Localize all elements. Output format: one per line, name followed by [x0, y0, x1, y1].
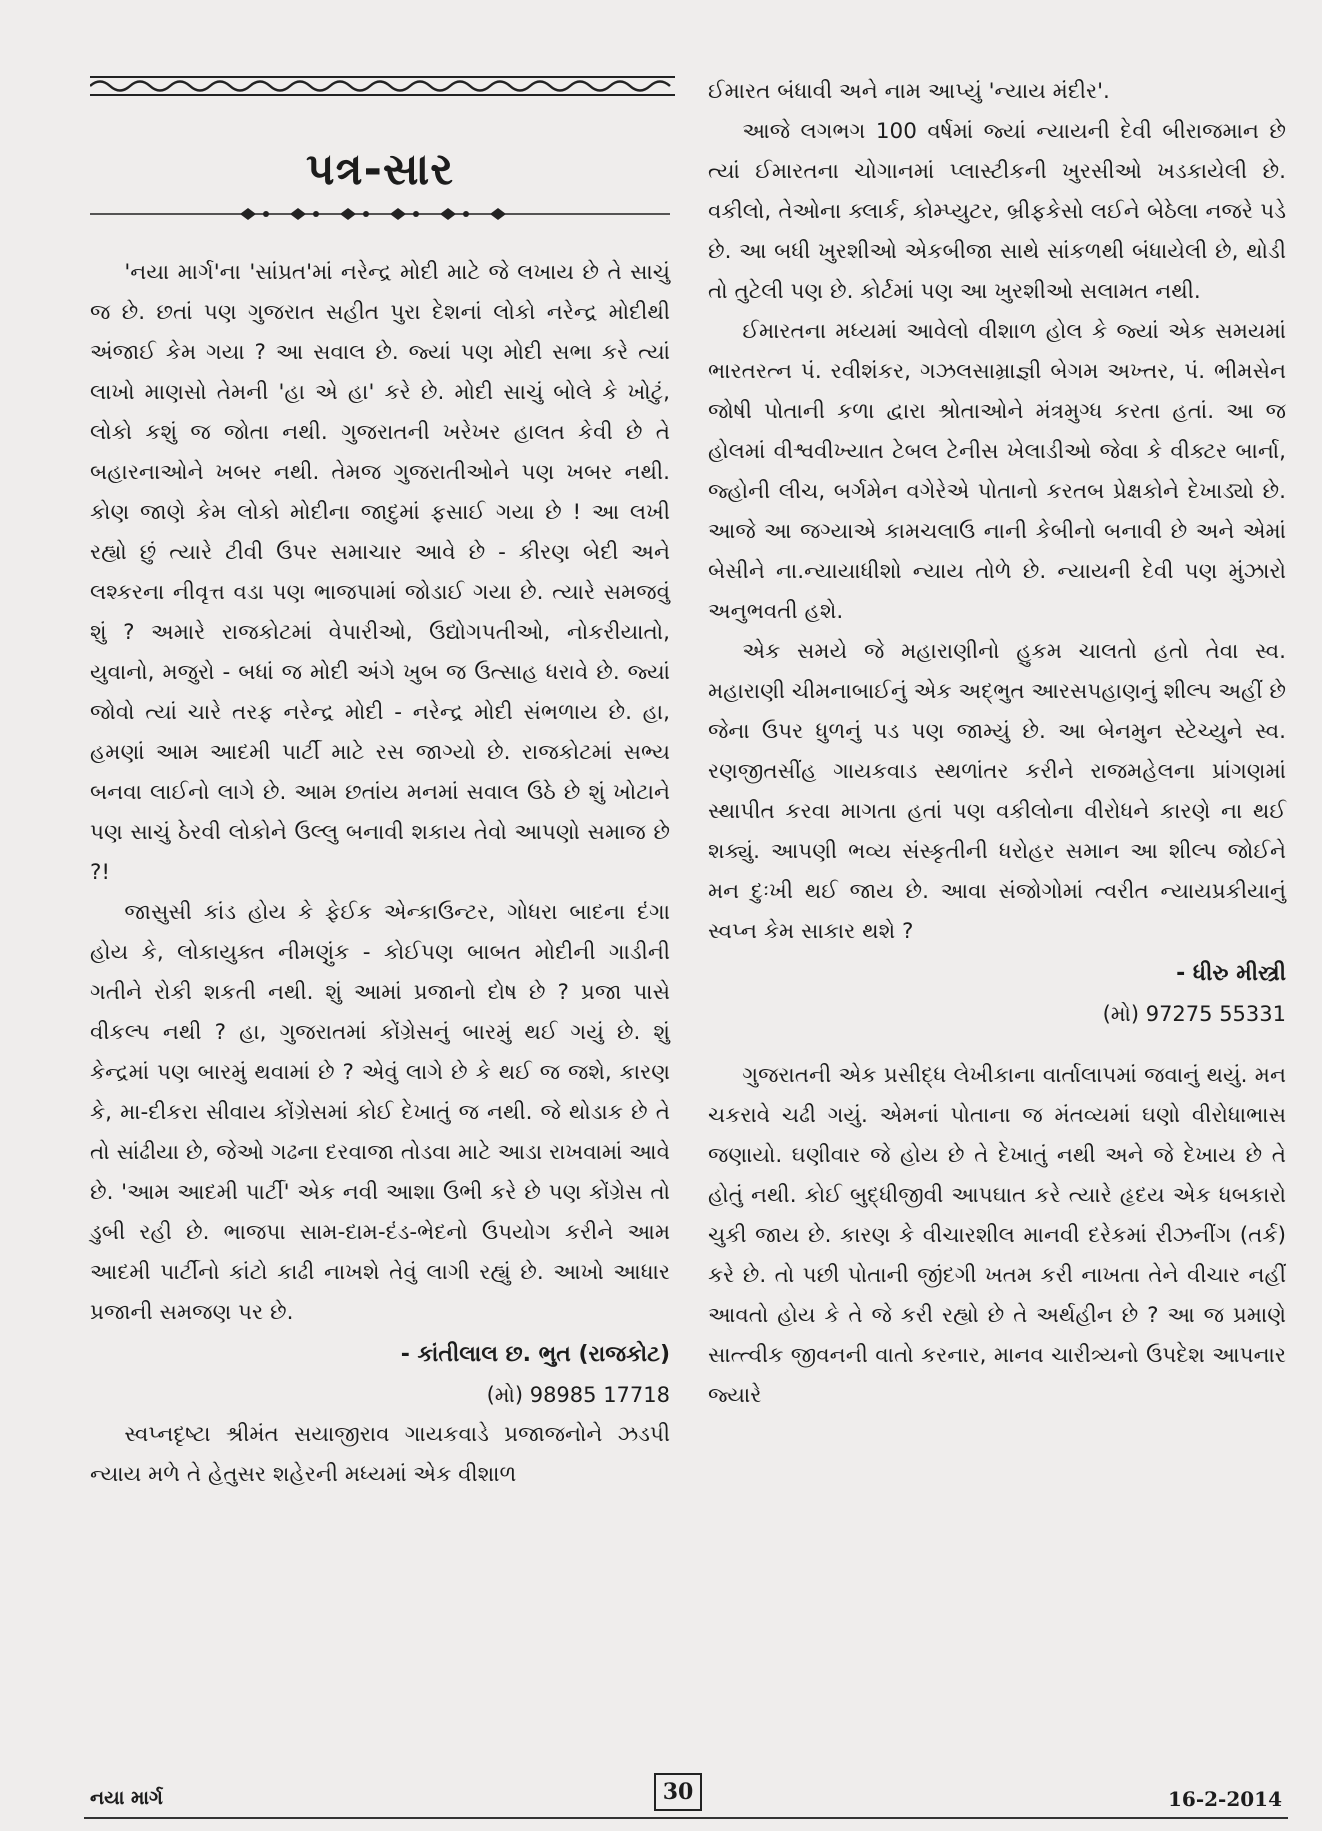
wave-border-icon: [90, 72, 675, 100]
page-number: 30: [654, 1773, 702, 1811]
spacer: [708, 1034, 1286, 1056]
letter-2-paragraph-start: સ્વપ્નદૃષ્ટા શ્રીમંત સયાજીરાવ ગાયકવાડે પ્રજાજનોને ઝડપી ન્યાય મળે તે હેતુસર શહેરની મધ્યમાં એક વીશાળ: [90, 1422, 670, 1487]
footer-publication: નયા માર્ગ: [90, 1787, 163, 1809]
right-column: [708, 72, 1286, 1416]
left-column: [90, 72, 670, 1495]
letter-2-lead-line: ઈમારત બંધાવી અને નામ આપ્યું 'ન્યાય મંદીર'.: [708, 79, 1110, 104]
letter-2-phone: (મો) 97275 55331: [1102, 1002, 1286, 1026]
letter-2-paragraph-3: એક સમયે જે મહારાણીનો હુકમ ચાલતો હતો તેવા સ્વ. મહારાણી ચીમનાબાઈનું એક અદ્ભુત આરસપહાણનું શીલ્પ અહીં છે જેના ઉપર ધુળનું પડ પણ જામ્યું છે. આ બેનમુન સ્ટેચ્યુને સ્વ. રણજીતસીંહ ગાયકવાડ સ્થળાંતર કરીને રાજમહેલના પ્રાંગણમાં સ્થાપીત કરવા માગતા હતાં પણ વકીલોના વીરોધને કારણે ના થઈ શક્યું. આપણી ભવ્ય સંસ્કૃતીની ધરોહર સમાન આ શીલ્પ જોઈને મન દુઃખી થઈ જાય છે. આવા સંજોગોમાં ત્વરીત ન્યાયપ્રકીયાનું સ્વપ્ન કેમ સાકાર થશે ?: [708, 639, 1286, 944]
footer-rule: [84, 1817, 1288, 1819]
letter-1-signature: - કાંતીલાલ છ. ભુત (રાજકોટ): [400, 1342, 670, 1367]
section-title: પત્ર-સાર: [305, 144, 455, 195]
letter-1-paragraph-2: જાસુસી કાંડ હોય કે ફેઈક એન્કાઉન્ટર, ગોધરા બાદના દંગા હોય કે, લોકાયુક્ત નીમણુંક - કોઈપણ બાબત મોદીની ગાડીની ગતીને રોકી શકતી નથી. શું આમાં પ્રજાનો દોષ છે ? પ્રજા પાસે વીકલ્પ નથી ? હા, ગુજરાતમાં કોંગ્રેસનું બારમું થઈ ગયું છે. શું કેન્દ્રમાં પણ બારમું થવામાં છે ? એવું લાગે છે કે થઈ જ જશે, કારણ કે, મા-દીકરા સીવાય કોંગ્રેસમાં કોઈ દેખાતું જ નથી. જે થોડાક છે તે તો સાંઢીયા છે, જેઓ ગઢના દરવાજા તોડવા માટે આડા રાખવામાં આવે છે. 'આમ આદમી પાર્ટી' એક નવી આશા ઉભી કરે છે પણ કોંગ્રેસ તો ડુબી રહી છે. ભાજપા સામ-દામ-દંડ-ભેદનો ઉપયોગ કરીને આમ આદમી પાર્ટીનો કાંટો કાઢી નાખશે તેવું લાગી રહ્યું છે. આખો આધાર પ્રજાની સમજણ પર છે.: [90, 900, 670, 1325]
letter-2-signature: - ધીરુ મીસ્ત્રી: [1176, 961, 1286, 986]
letter-2-paragraph-2: ઈમારતના મધ્યમાં આવેલો વીશાળ હોલ કે જ્યાં એક સમયમાં ભારતરત્ન પં. રવીશંકર, ગઝલસામ્રાજ્ઞી બેગમ અખ્તર, પં. ભીમસેન જોષી પોતાની કળા દ્વારા શ્રોતાઓને મંત્રમુગ્ધ કરતા હતાં. આ જ હોલમાં વીશ્વવીખ્યાત ટેબલ ટેનીસ ખેલાડીઓ જેવા કે વીક્ટર બાર્ના, જ્હોની લીચ, બર્ગમેન વગેરેએ પોતાનો કરતબ પ્રેક્ષકોને દેખાડ્યો છે. આજે આ જગ્યાએ કામચલાઉ નાની કેબીનો બનાવી છે અને એમાં બેસીને ના.ન્યાયાધીશો ન્યાય તોળે છે. ન્યાયની દેવી પણ મુંઝારો અનુભવતી હશે.: [708, 319, 1286, 624]
footer-date: 16-2-2014: [1167, 1787, 1282, 1811]
letter-1-phone: (મો) 98985 17718: [486, 1383, 670, 1407]
letter-3-paragraph-1: ગુજરાતની એક પ્રસીદ્ધ લેખીકાના વાર્તાલાપમાં જવાનું થયું. મન ચકરાવે ચઢી ગયું. એમનાં પોતાના જ મંતવ્યમાં ઘણો વીરોધાભાસ જણાયો. ઘણીવાર જે હોય છે તે દેખાતું નથી અને જે દેખાય છે તે હોતું નથી. કોઈ બુદ્ધીજીવી આપઘાત કરે ત્યારે હૃદય એક ધબકારો ચુકી જાય છે. કારણ કે વીચારશીલ માનવી દરેકમાં રીઝનીંગ (તર્ક) કરે છે. તો પછી પોતાની જીંદગી ખતમ કરી નાખતા તેને વીચાર નહીં આવતો હોય કે તે જે કરી રહ્યો છે તે અર્થહીન છે ? આ જ પ્રમાણે સાત્ત્વીક જીવનની વાતો કરનાર, માનવ ચારીત્ર્યનો ઉપદેશ આપનાર જ્યારે: [708, 1063, 1286, 1408]
letter-2-paragraph-1: આજે લગભગ 100 વર્ષમાં જ્યાં ન્યાયની દેવી બીરાજમાન છે ત્યાં ઈમારતના ચોગાનમાં પ્લાસ્ટીકની ખુરસીઓ ખડકાયેલી છે. વકીલો, તેઓના ક્લાર્ક, કોમ્પ્યુટર, બ્રીફકેસો લઈને બેઠેલા નજરે પડે છે. આ બધી ખુરશીઓ એકબીજા સાથે સાંકળથી બંધાયેલી છે, થોડી તો તુટેલી પણ છે. કોર્ટમાં પણ આ ખુરશીઓ સલામત નથી.: [708, 119, 1286, 304]
ornament-divider-icon: [90, 201, 670, 227]
letter-1-paragraph-1: 'નયા માર્ગ'ના 'સાંપ્રત'માં નરેન્દ્ર મોદી માટે જે લખાય છે તે સાચું જ છે. છતાં પણ ગુજરાત સહીત પુરા દેશનાં લોકો નરેન્દ્ર મોદીથી અંજાઈ કેમ ગયા ? આ સવાલ છે. જ્યાં પણ મોદી સભા કરે ત્યાં લાખો માણસો તેમની 'હા એ હા' કરે છે. મોદી સાચું બોલે કે ખોટું, લોકો કશું જ જોતા નથી. ગુજરાતની ખરેખર હાલત કેવી છે તે બહારનાઓને ખબર નથી. તેમજ ગુજરાતીઓને પણ ખબર નથી. કોણ જાણે કેમ લોકો મોદીના જાદુમાં ફસાઈ ગયા છે ! આ લખી રહ્યો છું ત્યારે ટીવી ઉપર સમાચાર આવે છે - કીરણ બેદી અને લશ્કરના નીવૃત્ત વડા પણ ભાજપામાં જોડાઈ ગયા છે. ત્યારે સમજવું શું ? અમારે રાજકોટમાં વેપારીઓ, ઉદ્યોગપતીઓ, નોકરીયાતો, યુવાનો, મજુરો - બધાં જ મોદી અંગે ખુબ જ ઉત્સાહ ધરાવે છે. જ્યાં જોવો ત્યાં ચારે તરફ નરેન્દ્ર મોદી - નરેન્દ્ર મોદી સંભળાય છે. હા, હમણાં આમ આદમી પાર્ટી માટે રસ જાગ્યો છે. રાજકોટમાં સભ્ય બનવા લાઈનો લાગે છે. આમ છતાંય મનમાં સવાલ ઉઠે છે શું ખોટાને પણ સાચું ઠેરવી લોકોને ઉલ્લુ બનાવી શકાય તેવો આપણો સમાજ છે ?!: [90, 260, 670, 885]
